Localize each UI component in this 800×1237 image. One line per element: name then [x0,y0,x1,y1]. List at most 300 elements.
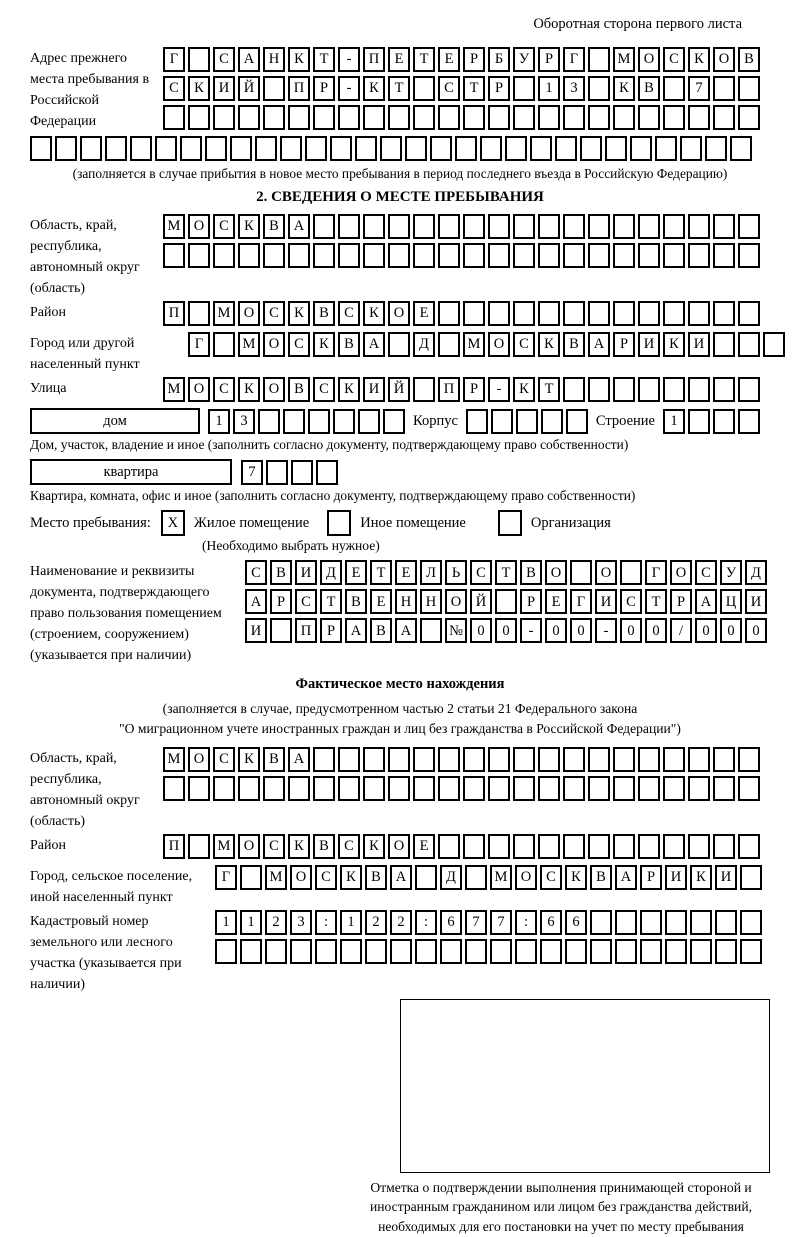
char-box[interactable]: И [295,560,317,585]
char-box[interactable] [280,136,302,161]
char-box[interactable]: К [690,865,712,890]
char-box[interactable]: А [695,589,717,614]
char-box[interactable]: С [213,47,235,72]
char-box[interactable]: Т [388,76,410,101]
char-box[interactable] [240,865,262,890]
char-box[interactable]: М [613,47,635,72]
char-box[interactable]: 7 [688,76,710,101]
char-box[interactable] [688,834,710,859]
char-box[interactable]: Т [313,47,335,72]
char-box[interactable] [688,301,710,326]
char-box[interactable] [515,939,537,964]
char-box[interactable]: 1 [340,910,362,935]
char-box[interactable] [570,560,592,585]
char-box[interactable]: Н [420,589,442,614]
char-box[interactable] [630,136,652,161]
char-box[interactable] [438,214,460,239]
char-box[interactable] [338,214,360,239]
char-box[interactable] [713,214,735,239]
char-box[interactable] [383,409,405,434]
char-box[interactable]: А [288,214,310,239]
char-box[interactable] [238,776,260,801]
char-box[interactable] [363,747,385,772]
char-box[interactable] [413,747,435,772]
char-box[interactable] [415,865,437,890]
char-box[interactable] [588,776,610,801]
char-box[interactable] [388,214,410,239]
char-box[interactable] [358,409,380,434]
char-box[interactable] [105,136,127,161]
stay-type-checkbox-other[interactable] [327,510,351,536]
char-box[interactable] [688,776,710,801]
char-box[interactable] [380,136,402,161]
char-box[interactable]: Г [215,865,237,890]
char-box[interactable]: Т [495,560,517,585]
char-box[interactable]: С [245,560,267,585]
char-box[interactable] [338,776,360,801]
char-box[interactable] [563,243,585,268]
char-box[interactable] [488,243,510,268]
char-box[interactable] [30,136,52,161]
char-box[interactable] [738,409,760,434]
char-box[interactable] [263,776,285,801]
char-box[interactable]: Е [395,560,417,585]
char-box[interactable]: Р [520,589,542,614]
char-box[interactable]: И [245,618,267,643]
char-box[interactable]: 1 [663,409,685,434]
char-box[interactable] [588,105,610,130]
char-box[interactable]: А [588,332,610,357]
char-box[interactable] [263,243,285,268]
char-box[interactable]: 0 [470,618,492,643]
char-box[interactable] [688,214,710,239]
char-box[interactable]: О [263,377,285,402]
char-box[interactable]: X [161,510,185,536]
char-box[interactable]: И [665,865,687,890]
char-box[interactable] [663,301,685,326]
char-box[interactable] [638,243,660,268]
char-box[interactable] [638,776,660,801]
char-box[interactable] [663,214,685,239]
char-box[interactable]: К [238,747,260,772]
char-box[interactable]: - [520,618,542,643]
char-box[interactable] [713,834,735,859]
char-box[interactable]: Н [263,47,285,72]
char-box[interactable]: Р [313,76,335,101]
char-box[interactable] [463,776,485,801]
char-box[interactable] [213,105,235,130]
char-box[interactable]: Р [640,865,662,890]
char-box[interactable]: А [395,618,417,643]
char-box[interactable] [663,76,685,101]
char-box[interactable] [713,105,735,130]
char-box[interactable]: 6 [565,910,587,935]
char-box[interactable] [713,76,735,101]
char-box[interactable] [516,409,538,434]
char-box[interactable]: Е [413,834,435,859]
char-box[interactable] [713,377,735,402]
char-box[interactable] [638,105,660,130]
char-box[interactable] [430,136,452,161]
char-box[interactable] [288,243,310,268]
char-box[interactable]: - [338,76,360,101]
char-box[interactable] [740,910,762,935]
char-box[interactable] [405,136,427,161]
char-box[interactable]: В [313,834,335,859]
char-box[interactable] [613,105,635,130]
char-box[interactable] [715,910,737,935]
char-box[interactable]: А [615,865,637,890]
char-box[interactable] [420,618,442,643]
char-box[interactable] [265,939,287,964]
char-box[interactable]: О [263,332,285,357]
char-box[interactable]: М [213,834,235,859]
char-box[interactable]: В [563,332,585,357]
char-box[interactable]: С [338,834,360,859]
char-box[interactable] [663,747,685,772]
char-box[interactable] [605,136,627,161]
char-box[interactable]: С [295,589,317,614]
char-box[interactable] [363,243,385,268]
char-box[interactable] [663,105,685,130]
char-box[interactable] [565,939,587,964]
char-box[interactable]: В [288,377,310,402]
char-box[interactable] [563,214,585,239]
char-box[interactable] [688,409,710,434]
char-box[interactable] [713,332,735,357]
char-box[interactable]: К [613,76,635,101]
char-box[interactable] [463,834,485,859]
char-box[interactable] [313,776,335,801]
char-box[interactable] [230,136,252,161]
char-box[interactable]: К [188,76,210,101]
char-box[interactable] [613,214,635,239]
char-box[interactable]: Р [463,377,485,402]
char-box[interactable] [663,377,685,402]
char-box[interactable] [327,510,351,536]
char-box[interactable]: М [213,301,235,326]
char-box[interactable]: С [620,589,642,614]
char-box[interactable] [238,243,260,268]
char-box[interactable] [465,865,487,890]
char-box[interactable] [155,136,177,161]
char-box[interactable]: И [595,589,617,614]
char-box[interactable] [463,301,485,326]
char-box[interactable] [188,243,210,268]
char-box[interactable] [688,747,710,772]
char-box[interactable] [463,243,485,268]
char-box[interactable] [540,939,562,964]
char-box[interactable]: М [490,865,512,890]
char-box[interactable] [505,136,527,161]
char-box[interactable] [738,377,760,402]
char-box[interactable] [480,136,502,161]
char-box[interactable]: К [565,865,587,890]
char-box[interactable] [205,136,227,161]
char-box[interactable] [488,747,510,772]
char-box[interactable]: У [720,560,742,585]
char-box[interactable]: Е [370,589,392,614]
char-box[interactable] [213,243,235,268]
char-box[interactable] [413,76,435,101]
char-box[interactable]: С [338,301,360,326]
char-box[interactable]: : [415,910,437,935]
char-box[interactable] [313,105,335,130]
char-box[interactable] [613,834,635,859]
char-box[interactable]: О [290,865,312,890]
char-box[interactable]: 2 [265,910,287,935]
char-box[interactable] [588,243,610,268]
char-box[interactable]: 3 [290,910,312,935]
char-box[interactable] [588,76,610,101]
char-box[interactable] [663,776,685,801]
char-box[interactable] [463,105,485,130]
char-box[interactable] [566,409,588,434]
char-box[interactable] [538,747,560,772]
char-box[interactable] [613,377,635,402]
char-box[interactable]: 1 [240,910,262,935]
char-box[interactable]: О [188,747,210,772]
char-box[interactable]: С [163,76,185,101]
char-box[interactable] [266,460,288,485]
char-box[interactable] [288,776,310,801]
char-box[interactable]: Т [463,76,485,101]
char-box[interactable] [313,214,335,239]
char-box[interactable]: С [513,332,535,357]
char-box[interactable] [363,776,385,801]
char-box[interactable]: К [363,76,385,101]
char-box[interactable] [313,747,335,772]
char-box[interactable]: К [288,301,310,326]
char-box[interactable] [563,776,585,801]
char-box[interactable]: Т [645,589,667,614]
char-box[interactable]: О [638,47,660,72]
char-box[interactable]: В [370,618,392,643]
char-box[interactable] [513,243,535,268]
char-box[interactable]: К [340,865,362,890]
char-box[interactable]: С [263,834,285,859]
char-box[interactable]: К [288,834,310,859]
char-box[interactable] [613,776,635,801]
char-box[interactable] [513,105,535,130]
char-box[interactable] [263,76,285,101]
char-box[interactable] [240,939,262,964]
char-box[interactable] [563,747,585,772]
char-box[interactable]: С [540,865,562,890]
char-box[interactable]: В [738,47,760,72]
char-box[interactable] [580,136,602,161]
char-box[interactable] [538,301,560,326]
char-box[interactable]: А [238,47,260,72]
char-box[interactable]: С [213,377,235,402]
char-box[interactable] [438,834,460,859]
char-box[interactable] [655,136,677,161]
char-box[interactable] [463,747,485,772]
char-box[interactable]: В [338,332,360,357]
char-box[interactable] [488,301,510,326]
char-box[interactable]: С [213,214,235,239]
char-box[interactable] [713,243,735,268]
char-box[interactable] [688,377,710,402]
char-box[interactable] [688,105,710,130]
char-box[interactable]: О [515,865,537,890]
char-box[interactable] [305,136,327,161]
char-box[interactable] [413,243,435,268]
char-box[interactable]: - [488,377,510,402]
char-box[interactable]: 0 [645,618,667,643]
char-box[interactable] [288,105,310,130]
char-box[interactable]: Р [320,618,342,643]
char-box[interactable]: 3 [233,409,255,434]
char-box[interactable]: Т [413,47,435,72]
char-box[interactable] [555,136,577,161]
char-box[interactable]: И [745,589,767,614]
char-box[interactable] [513,776,535,801]
char-box[interactable] [180,136,202,161]
char-box[interactable]: 1 [208,409,230,434]
char-box[interactable] [438,332,460,357]
char-box[interactable] [513,747,535,772]
char-box[interactable] [715,939,737,964]
char-box[interactable]: И [688,332,710,357]
char-box[interactable]: Р [613,332,635,357]
char-box[interactable]: Р [488,76,510,101]
char-box[interactable] [530,136,552,161]
char-box[interactable]: П [295,618,317,643]
char-box[interactable] [55,136,77,161]
char-box[interactable]: Д [745,560,767,585]
char-box[interactable]: 2 [365,910,387,935]
char-box[interactable] [283,409,305,434]
char-box[interactable] [363,214,385,239]
char-box[interactable]: Т [320,589,342,614]
char-box[interactable] [738,214,760,239]
char-box[interactable] [488,214,510,239]
char-box[interactable] [638,834,660,859]
char-box[interactable] [455,136,477,161]
char-box[interactable] [388,776,410,801]
char-box[interactable]: Г [563,47,585,72]
char-box[interactable]: И [213,76,235,101]
char-box[interactable] [738,332,760,357]
char-box[interactable]: Е [388,47,410,72]
char-box[interactable] [563,105,585,130]
char-box[interactable] [258,409,280,434]
char-box[interactable] [665,939,687,964]
char-box[interactable]: К [288,47,310,72]
char-box[interactable]: О [388,301,410,326]
char-box[interactable] [390,939,412,964]
char-box[interactable] [270,618,292,643]
char-box[interactable]: М [163,747,185,772]
char-box[interactable] [340,939,362,964]
char-box[interactable]: К [513,377,535,402]
char-box[interactable]: О [713,47,735,72]
char-box[interactable]: С [263,301,285,326]
char-box[interactable] [215,939,237,964]
char-box[interactable] [513,214,535,239]
char-box[interactable] [438,301,460,326]
char-box[interactable] [713,776,735,801]
char-box[interactable] [588,301,610,326]
char-box[interactable]: Ц [720,589,742,614]
char-box[interactable] [413,377,435,402]
char-box[interactable] [738,76,760,101]
char-box[interactable]: М [163,214,185,239]
char-box[interactable] [563,301,585,326]
char-box[interactable] [363,105,385,130]
char-box[interactable]: П [288,76,310,101]
char-box[interactable]: - [338,47,360,72]
char-box[interactable]: Е [545,589,567,614]
char-box[interactable] [255,136,277,161]
char-box[interactable] [680,136,702,161]
char-box[interactable]: 0 [695,618,717,643]
char-box[interactable] [466,409,488,434]
char-box[interactable] [738,105,760,130]
char-box[interactable] [365,939,387,964]
char-box[interactable]: В [263,214,285,239]
char-box[interactable] [80,136,102,161]
char-box[interactable]: Т [370,560,392,585]
char-box[interactable] [291,460,313,485]
char-box[interactable]: С [288,332,310,357]
char-box[interactable] [663,834,685,859]
char-box[interactable]: М [238,332,260,357]
char-box[interactable]: А [363,332,385,357]
char-box[interactable]: В [313,301,335,326]
char-box[interactable]: П [163,301,185,326]
char-box[interactable] [738,747,760,772]
char-box[interactable]: 1 [538,76,560,101]
char-box[interactable]: 7 [490,910,512,935]
char-box[interactable]: В [270,560,292,585]
char-box[interactable]: Е [438,47,460,72]
char-box[interactable]: : [315,910,337,935]
char-box[interactable] [188,776,210,801]
char-box[interactable] [513,301,535,326]
char-box[interactable]: М [463,332,485,357]
char-box[interactable]: К [663,332,685,357]
char-box[interactable]: О [445,589,467,614]
char-box[interactable]: № [445,618,467,643]
char-box[interactable] [665,910,687,935]
char-box[interactable]: О [670,560,692,585]
char-box[interactable] [163,776,185,801]
char-box[interactable] [438,243,460,268]
char-box[interactable] [590,939,612,964]
char-box[interactable] [663,243,685,268]
char-box[interactable]: 1 [215,910,237,935]
char-box[interactable]: Г [645,560,667,585]
char-box[interactable] [495,589,517,614]
char-box[interactable]: М [265,865,287,890]
char-box[interactable]: Т [538,377,560,402]
char-box[interactable] [355,136,377,161]
char-box[interactable]: С [315,865,337,890]
char-box[interactable] [188,301,210,326]
char-box[interactable] [538,834,560,859]
char-box[interactable] [438,776,460,801]
char-box[interactable] [338,747,360,772]
char-box[interactable] [613,747,635,772]
char-box[interactable] [238,105,260,130]
char-box[interactable] [213,776,235,801]
char-box[interactable]: 0 [720,618,742,643]
char-box[interactable] [613,243,635,268]
char-box[interactable] [490,939,512,964]
char-box[interactable]: И [638,332,660,357]
